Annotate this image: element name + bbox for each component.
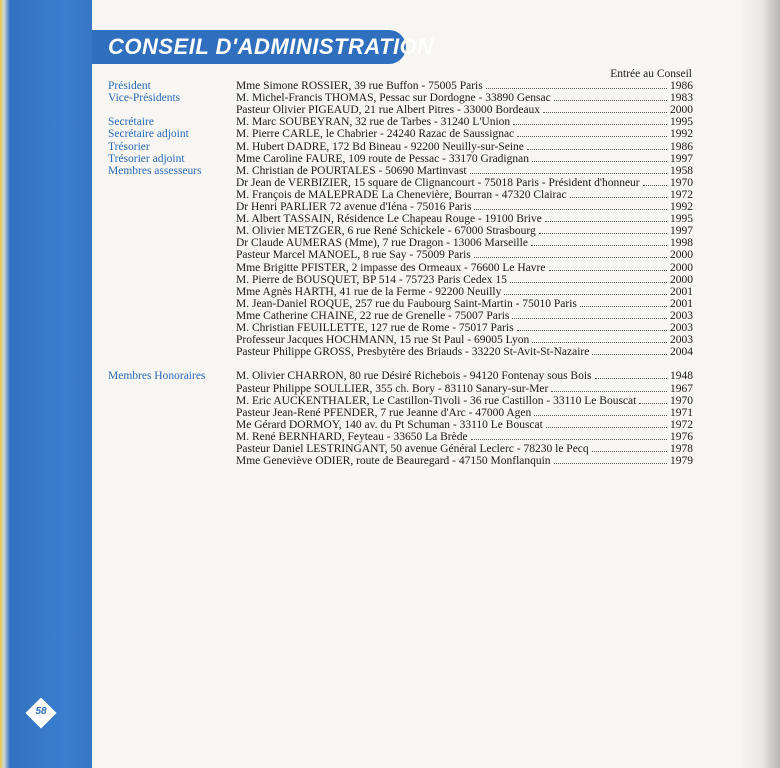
dot-leader xyxy=(532,342,667,343)
member-name: M. Pierre CARLE, le Chabrier - 24240 Razac de Saussignac xyxy=(236,128,515,141)
member-name: Pasteur Philippe GROSS, Presbytère des Briauds - 33220 St-Avit-St-Nazaire xyxy=(236,346,590,359)
dot-leader xyxy=(570,197,667,198)
member-entry xyxy=(236,201,693,213)
member-entry xyxy=(236,177,693,189)
dot-leader xyxy=(554,463,667,464)
member-name: M. Jean-Daniel ROQUE, 257 rue du Faubourg Saint-Martin - 75010 Paris xyxy=(236,297,577,310)
member-entry xyxy=(236,407,693,419)
dot-leader xyxy=(554,100,667,101)
member-entry xyxy=(236,286,693,298)
member-entry xyxy=(236,310,693,322)
role-label: Président xyxy=(108,80,151,92)
role-label: Trésorier adjoint xyxy=(108,152,185,165)
dot-leader xyxy=(592,451,667,452)
member-entry xyxy=(236,274,693,286)
page-title: CONSEIL D'ADMINISTRATION xyxy=(108,34,434,59)
dot-leader xyxy=(470,173,667,174)
entry-year: 1992 xyxy=(670,201,693,213)
page-fold-shadow xyxy=(740,0,780,768)
member-name: M. Pierre de BOUSQUET, BP 514 - 75723 Paris Cedex 15 xyxy=(236,273,507,286)
member-name: M. Michel-Francis THOMAS, Pessac sur Dordogne - 33890 Gensac xyxy=(236,92,551,105)
member-entry xyxy=(236,443,693,455)
member-entry xyxy=(236,370,693,382)
member-name: M. Albert TASSAIN, Résidence Le Chapeau Rouge - 19100 Brive xyxy=(236,213,542,226)
entry-year: 2000 xyxy=(670,249,693,262)
member-name: M. François de MALEPRADE La Chenevière, Bourran - 47320 Clairac xyxy=(236,188,567,201)
blue-sidebar xyxy=(0,0,92,768)
member-name: Professeur Jacques HOCHMANN, 15 rue St Paul - 69005 Lyon xyxy=(236,334,530,347)
member-entry xyxy=(236,346,693,358)
entry-year: 2003 xyxy=(670,322,693,334)
member-entry xyxy=(236,298,693,310)
member-name: Pasteur Jean-René PFENDER, 7 rue Jeanne d'Arc - 47000 Agen xyxy=(236,406,532,419)
member-entry xyxy=(236,128,693,140)
dot-leader xyxy=(486,88,667,89)
member-name: M. Olivier METZGER, 6 rue René Schickele - 67000 Strasbourg xyxy=(236,225,536,238)
member-name: M. Marc SOUBEYRAN, 32 rue de Tarbes - 31240 L'Union xyxy=(236,116,511,129)
member-name: M. Eric AUCKENTHALER, Le Castillon-Tivoli - 36 rue Castillon - 33110 Le Bouscat xyxy=(236,394,637,407)
dot-leader xyxy=(531,245,667,246)
member-entry xyxy=(236,383,693,395)
entry-year: 2004 xyxy=(670,346,693,359)
member-name: M. Olivier CHARRON, 80 rue Désiré Richebois - 94120 Fontenay sous Bois xyxy=(236,370,592,383)
entry-year: 1948 xyxy=(670,370,693,383)
dot-leader xyxy=(527,149,667,150)
member-name: M. Christian de POURTALES - 50690 Martinvast xyxy=(236,164,467,177)
member-entry xyxy=(236,225,693,237)
entry-year: 1995 xyxy=(670,213,693,226)
member-name: Mme Caroline FAURE, 109 route de Pessac - 33170 Gradignan xyxy=(236,152,529,165)
page-number: 58 xyxy=(35,706,47,717)
entry-year: 2003 xyxy=(670,334,693,347)
member-entry xyxy=(236,213,693,225)
member-entry xyxy=(236,334,693,346)
role-label: Membres assesseurs xyxy=(108,164,202,177)
dot-leader xyxy=(471,439,667,440)
entry-year: 1958 xyxy=(670,164,693,177)
entry-year: 2000 xyxy=(670,261,693,274)
column-header: Entrée au Conseil xyxy=(610,68,692,80)
member-name: M. René BERNHARD, Feyteau - 33650 La Brède xyxy=(236,430,468,443)
dot-leader xyxy=(549,270,668,271)
entry-year: 1972 xyxy=(670,188,693,201)
dot-leader xyxy=(512,318,667,319)
role-label: Trésorier xyxy=(108,140,150,153)
entry-year: 1997 xyxy=(670,152,693,165)
entry-year: 1976 xyxy=(670,430,693,443)
entry-year: 2000 xyxy=(670,104,693,117)
role-label: Secrétaire adjoint xyxy=(108,128,189,141)
role-label: Vice-Présidents xyxy=(108,92,181,105)
dot-leader xyxy=(543,112,667,113)
member-entry xyxy=(236,80,693,92)
dot-leader xyxy=(532,161,667,162)
dot-leader xyxy=(513,124,667,125)
member-name: Pasteur Olivier PIGEAUD, 21 rue Albert Pitres - 33000 Bordeaux xyxy=(236,104,541,117)
dot-leader xyxy=(504,294,667,295)
member-entry xyxy=(236,189,693,201)
dot-leader xyxy=(592,354,667,355)
dot-leader xyxy=(474,209,667,210)
member-entry xyxy=(236,455,693,467)
entry-year: 1992 xyxy=(670,128,693,141)
member-name: Dr Claude AUMERAS (Mme), 7 rue Dragon - 13006 Marseille xyxy=(236,237,528,250)
member-name: Mme Brigitte PFISTER, 2 impasse des Ormeaux - 76600 Le Havre xyxy=(236,261,546,274)
entry-year: 1986 xyxy=(670,80,693,92)
member-name: M. Hubert DADRE, 172 Bd Bineau - 92200 Neuilly-sur-Seine xyxy=(236,140,524,153)
member-name: M. Christian FEUILLETTE, 127 rue de Rome - 75017 Paris xyxy=(236,322,514,334)
role-label: Secrétaire xyxy=(108,116,154,129)
dot-leader xyxy=(474,257,667,258)
entry-year: 1998 xyxy=(670,237,693,250)
dot-leader xyxy=(517,136,667,137)
member-name: Dr Jean de VERBIZIER, 15 square de Clignancourt - 75018 Paris - Président d'honneur xyxy=(236,176,640,189)
member-entry xyxy=(236,262,693,274)
member-entry xyxy=(236,419,693,431)
entry-year: 1979 xyxy=(670,455,693,468)
entry-year: 2000 xyxy=(670,273,693,286)
dot-leader xyxy=(580,306,667,307)
member-name: Mme Agnès HARTH, 41 rue de la Ferme - 92200 Neuilly xyxy=(236,285,502,298)
entry-year: 2003 xyxy=(670,309,693,322)
dot-leader xyxy=(510,282,667,283)
member-entry xyxy=(236,395,693,407)
member-entry xyxy=(236,141,693,153)
entry-year: 1978 xyxy=(670,443,693,455)
member-entry xyxy=(236,249,693,261)
entry-year: 1983 xyxy=(670,92,693,105)
dot-leader xyxy=(539,233,667,234)
dot-leader xyxy=(546,427,667,428)
dot-leader xyxy=(595,378,667,379)
member-entry xyxy=(236,237,693,249)
member-entry xyxy=(236,165,693,177)
dot-leader xyxy=(639,403,667,404)
member-name: Pasteur Daniel LESTRINGANT, 50 avenue Général Leclerc - 78230 le Pecq xyxy=(236,443,589,455)
entry-year: 1967 xyxy=(670,382,693,395)
entry-year: 1986 xyxy=(670,140,693,153)
member-entry xyxy=(236,153,693,165)
member-name: Mme Catherine CHAINE, 22 rue de Grenelle - 75007 Paris xyxy=(236,309,510,322)
entry-year: 1997 xyxy=(670,225,693,238)
member-entry xyxy=(236,322,693,334)
entry-year: 2001 xyxy=(670,285,693,298)
title-banner xyxy=(92,30,434,64)
dot-leader xyxy=(643,185,667,186)
dot-leader xyxy=(517,330,667,331)
entry-year: 1972 xyxy=(670,418,693,431)
member-name: Pasteur Marcel MANOEL, 8 rue Say - 75009 Paris xyxy=(236,249,471,262)
member-entry xyxy=(236,92,693,104)
entry-year: 1970 xyxy=(670,394,693,407)
role-label: Membres Honoraires xyxy=(108,370,206,383)
member-entry xyxy=(236,104,693,116)
entry-year: 1971 xyxy=(670,406,693,419)
dot-leader xyxy=(534,415,667,416)
entry-year: 2001 xyxy=(670,297,693,310)
entry-year: 1995 xyxy=(670,116,693,129)
page-edge xyxy=(0,0,10,768)
entry-year: 1970 xyxy=(670,176,693,189)
member-name: Mme Geneviève ODIER, route de Beauregard - 47150 Monflanquin xyxy=(236,455,551,468)
member-name: Me Gérard DORMOY, 140 av. du Pt Schuman - 33110 Le Bouscat xyxy=(236,418,543,431)
dot-leader xyxy=(545,221,667,222)
member-entry xyxy=(236,116,693,128)
dot-leader xyxy=(551,391,667,392)
member-name: Pasteur Philippe SOULLIER, 355 ch. Bory - 83110 Sanary-sur-Mer xyxy=(236,382,549,395)
member-name: Dr Henri PARLIER 72 avenue d'Iéna - 75016 Paris xyxy=(236,201,472,213)
member-entry xyxy=(236,431,693,443)
member-name: Mme Simone ROSSIER, 39 rue Buffon - 75005 Paris xyxy=(236,80,483,92)
